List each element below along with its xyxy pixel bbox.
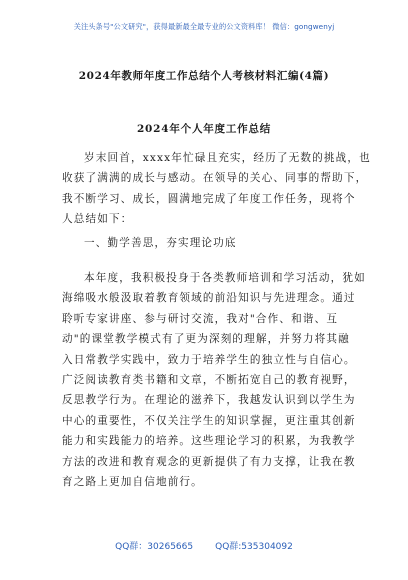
paragraph-line: 入日常教学实践中，致力于培养学生的独立性与自信心。: [62, 353, 356, 366]
paragraph-line: 方法的改进和教育观念的更新提供了有力支撑，让我在教: [62, 455, 356, 468]
paragraph-intro: [62, 148, 371, 230]
qq-group-2: QQ群:535304092: [215, 542, 293, 552]
paragraph-body: [62, 268, 366, 492]
section-heading: 一、勤学善思，夯实理论功底: [84, 237, 237, 249]
paragraph-line: 中心的重要性，不仅关注学生的知识掌握，更注重其创新: [62, 414, 356, 427]
section-title: 2024年个人年度工作总结: [136, 123, 272, 135]
promo-banner: 关注头条号"公文研究"，获得最新最全最专业的公文资料库！ 微信：gongwenyj: [73, 22, 335, 31]
paragraph-line: 岁末回首，xxxx年忙碌且充实，经历了无数的挑战，也: [84, 152, 371, 164]
document-title: 2024年教师年度工作总结个人考核材料汇编(4篇): [78, 70, 330, 82]
paragraph-line: 动"的课堂教学模式有了更为深刻的理解，并努力将其融: [62, 333, 350, 346]
paragraph-line: 海绵吸水般汲取着教育领域的前沿知识与先进理念。通过: [62, 292, 356, 305]
paragraph-line: 育之路上更加自信地前行。: [62, 476, 203, 489]
paragraph-line: 收获了满满的成长与感动。在领导的关心、同事的帮助下，: [62, 172, 368, 185]
footer-contacts: [0, 539, 408, 552]
qq-group-1: QQ群：30265665: [115, 542, 194, 552]
paragraph-line: 广泛阅读教育类书籍和文章，不断拓宽自己的教育视野，: [62, 374, 356, 387]
paragraph-line: 能力和实践能力的培养。这些理论学习的积累，为我教学: [62, 435, 356, 448]
paragraph-line: 反思教学行为。在理论的滋养下，我越发认识到以学生为: [62, 394, 356, 407]
paragraph-line: 我不断学习、成长，圆满地完成了年度工作任务，现将个: [62, 192, 356, 205]
paragraph-line: 聆听专家讲座、参与研讨交流，我对"合作、和谐、互: [62, 312, 339, 325]
paragraph-line: 本年度，我积极投身于各类教师培训和学习活动，犹如: [84, 272, 366, 284]
paragraph-line: 人总结如下：: [62, 213, 133, 226]
